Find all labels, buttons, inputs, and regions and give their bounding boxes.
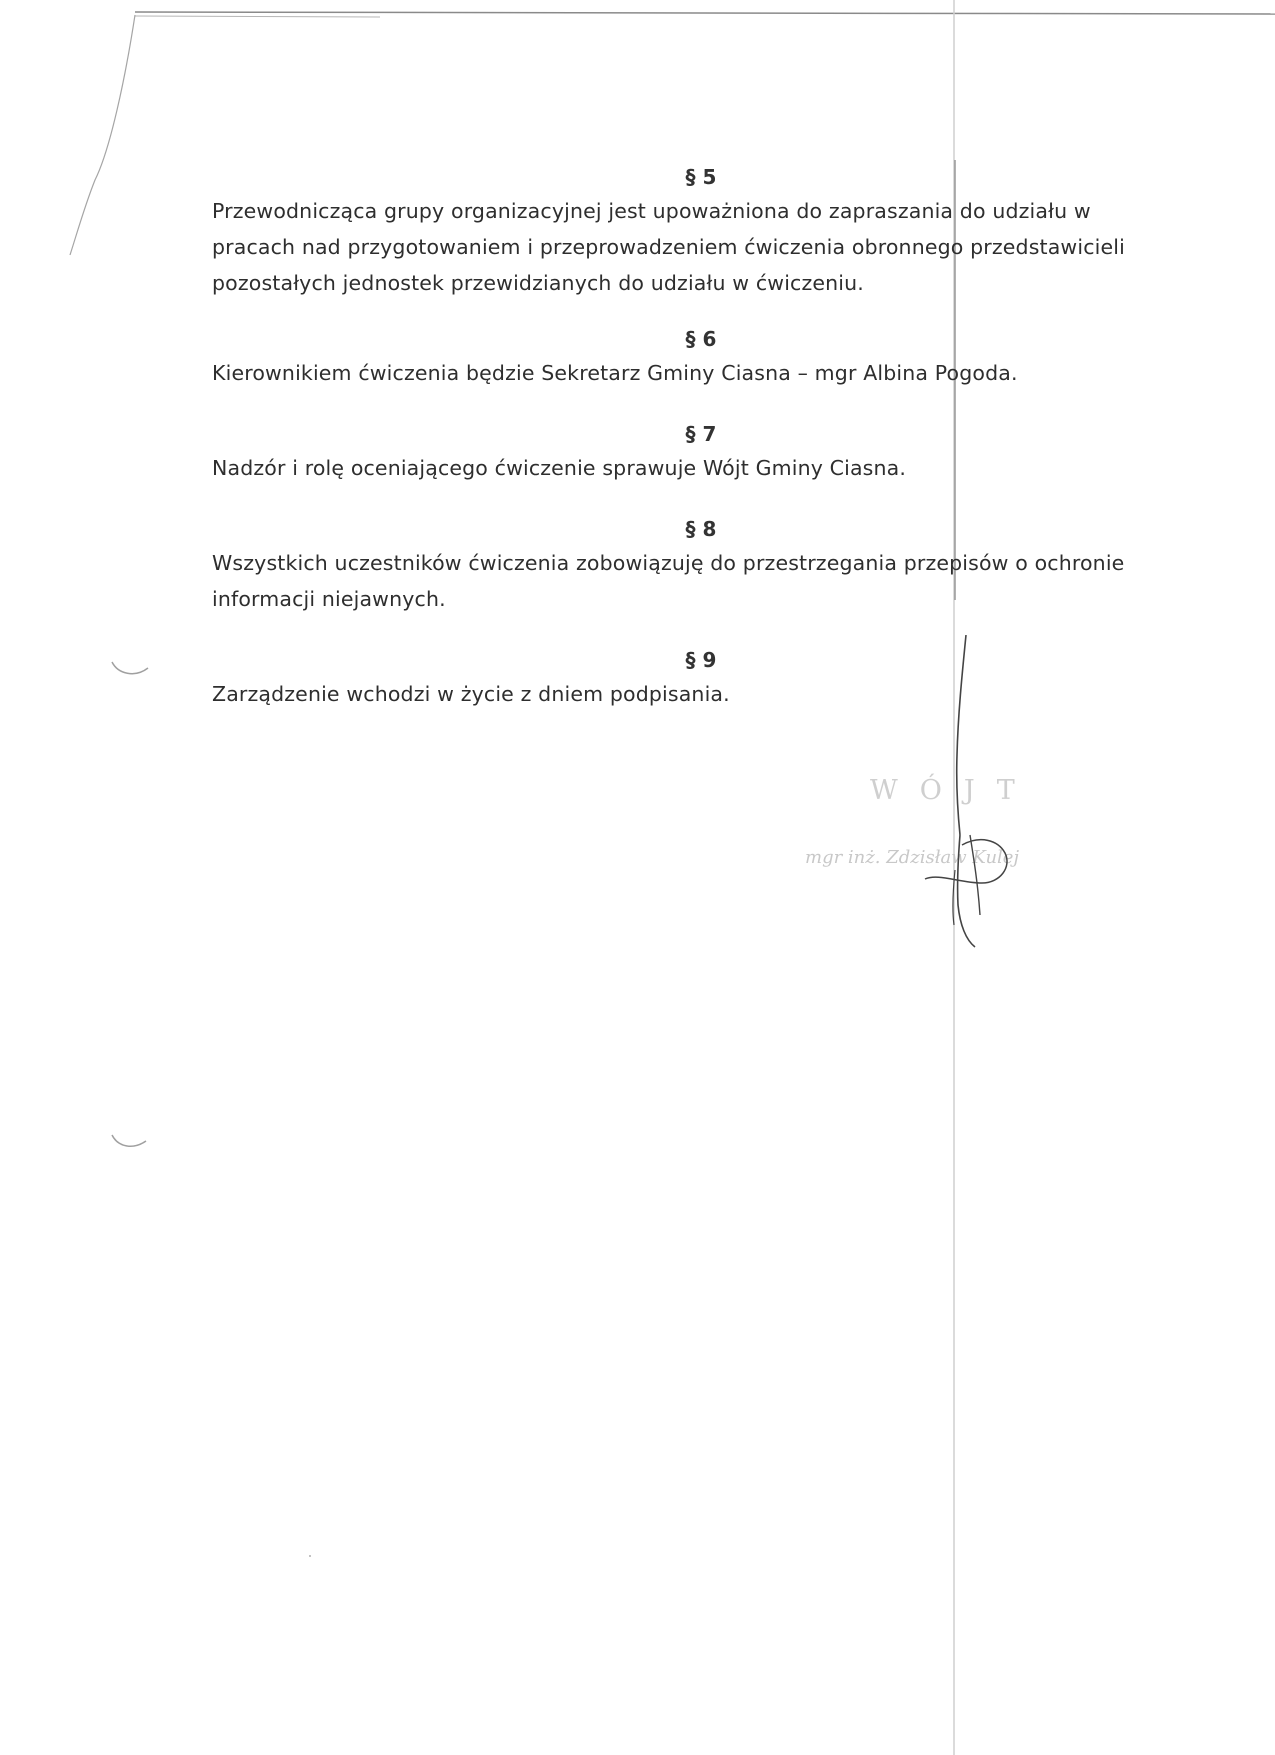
stamp-name: mgr inż. Zdzisław Kulej [805, 847, 1020, 868]
page-top-edge-shadow [135, 16, 380, 17]
section-6 [212, 325, 1162, 391]
section-text: Wszystkich uczestników ćwiczenia zobowiązuję do przestrzegania przepisów o ochronie informacji niejawnych. [212, 551, 1125, 611]
section-text: Zarządzenie wchodzi w życie z dniem podpisania. [212, 682, 730, 706]
section-number: § 6 [685, 327, 717, 351]
punch-hole-mark [112, 1135, 146, 1146]
page-top-edge [135, 12, 1275, 14]
section-text: Nadzór i rolę oceniającego ćwiczenie sprawuje Wójt Gminy Ciasna. [212, 456, 907, 480]
section-number: § 7 [685, 422, 717, 446]
scan-dot [309, 1555, 311, 1557]
section-text: Kierownikiem ćwiczenia będzie Sekretarz Gminy Ciasna – mgr Albina Pogoda. [212, 361, 1018, 385]
section-number: § 9 [685, 648, 717, 672]
section-number: § 8 [685, 517, 717, 541]
section-7 [212, 420, 1162, 486]
page-left-edge [70, 15, 135, 255]
section-number: § 5 [685, 165, 717, 189]
section-5 [212, 163, 1162, 301]
handwritten-signature [920, 635, 1020, 955]
section-8 [212, 515, 1162, 617]
section-text: Przewodnicząca grupy organizacyjnej jest upoważniona do zapraszania do udziału w pracach nad przygotowaniem i przeprowadzeniem ćwiczenia obronnego przedstawicieli pozostałych jednostek przewidzianych do udziału w ćwiczeniu. [212, 199, 1125, 295]
stamp-title: WÓJT [870, 775, 1037, 806]
punch-hole-mark [112, 662, 148, 674]
